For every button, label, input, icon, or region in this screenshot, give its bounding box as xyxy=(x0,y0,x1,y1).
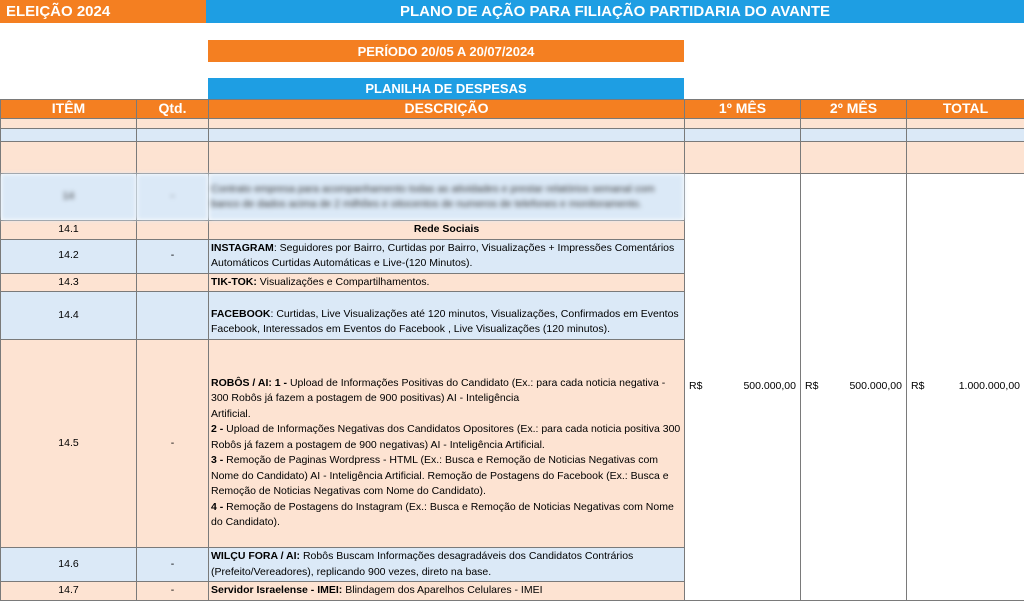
description-label: WILÇU FORA / AI: xyxy=(211,550,301,562)
blurred-cell xyxy=(1,119,137,129)
mes2-value: 500.000,00 xyxy=(849,380,902,392)
description-cell xyxy=(209,239,685,273)
qtd-cell: - xyxy=(137,548,209,582)
description-paragraph-1b: Artificial. xyxy=(211,407,251,420)
currency-symbol: R$ xyxy=(689,380,703,392)
qtd-cell: - xyxy=(137,340,209,548)
blurred-cell xyxy=(137,129,209,142)
description-paragraph-3 xyxy=(211,453,682,500)
description-label: TIK-TOK: xyxy=(211,275,257,288)
item-cell: 14.2 xyxy=(1,239,137,273)
expenses-table xyxy=(0,99,1024,601)
mes1-value-cell xyxy=(685,174,801,601)
table-header-row xyxy=(1,100,1024,119)
item-cell: 14.6 xyxy=(1,548,137,582)
election-year-banner xyxy=(0,0,206,23)
description-text: Upload de Informações Positivas do Candidato (Ex.: para cada noticia negativa - 300 Robôs já fazem a postagem de 900 positivas) AI - Inteligência xyxy=(211,376,666,404)
description-paragraph-2 xyxy=(211,422,682,453)
plan-title-text: PLANO DE AÇÃO PARA FILIAÇÃO PARTIDARIA DO AVANTE xyxy=(400,3,830,20)
item-number: 4 - xyxy=(211,500,224,513)
item-cell: 14.1 xyxy=(1,221,137,240)
description-paragraph-1 xyxy=(211,376,682,407)
blurred-cell xyxy=(209,119,685,129)
blurred-cell xyxy=(1,142,137,174)
description-text: : Seguidores por Bairro, Curtidas por Bairro, Visualizações + Impressões Comentários Automáticos Curtidas Automáticas e Live-(120 Minutos). xyxy=(211,241,675,269)
qtd-cell: - xyxy=(137,174,209,221)
description-cell xyxy=(209,292,685,340)
spreadsheet-title-banner xyxy=(208,78,684,99)
item-cell: 14 xyxy=(1,174,137,221)
blurred-row xyxy=(1,119,1024,129)
blurred-cell xyxy=(685,129,801,142)
currency-symbol: R$ xyxy=(911,380,925,392)
qtd-cell: - xyxy=(137,239,209,273)
description-text: Visualizações e Compartilhamentos. xyxy=(256,275,430,288)
description-text: Blindagem dos Aparelhos Celulares - IMEI xyxy=(342,584,543,596)
blurred-cell xyxy=(137,142,209,174)
description-cell xyxy=(209,340,685,548)
spreadsheet-title-text: PLANILHA DE DESPESAS xyxy=(365,81,527,96)
blurred-cell xyxy=(907,142,1024,174)
item-number: 3 - xyxy=(211,454,224,466)
blurred-cell xyxy=(907,129,1024,142)
section-title-cell: Rede Sociais xyxy=(209,221,685,240)
blurred-cell xyxy=(685,142,801,174)
period-text: PERÍODO 20/05 A 20/07/2024 xyxy=(357,43,535,59)
plan-title-banner xyxy=(206,0,1024,23)
col-header-total: TOTAL xyxy=(907,100,1024,119)
description-text: : Curtidas, Live Visualizações até 120 minutos, Visualizações, Confirmados em Eventos Facebook, Interessados em Eventos do Facebook , Live Visualizações (120 minutos). xyxy=(211,307,679,335)
description-paragraph-4 xyxy=(211,500,682,531)
item-cell: 14.5 xyxy=(1,340,137,548)
description-text: Upload de Informações Negativas dos Candidatos Opositores (Ex.: para cada noticia positiva 300 Robôs já fazem a postagem de 900 negativas) AI - Inteligência Artificial. xyxy=(211,423,681,451)
col-header-item: ITÊM xyxy=(1,100,137,119)
period-banner xyxy=(208,40,684,62)
col-header-mes1: 1º MÊS xyxy=(685,100,801,119)
description-cell xyxy=(209,548,685,582)
description-cell: Contrato empresa para acompanhamento todas as atividades e prestar relatórios semanal com banco de dados acima de 2 milhões e oitocentos de numeros de telefones e monitoramento. xyxy=(209,174,685,221)
blurred-row xyxy=(1,142,1024,174)
blurred-row xyxy=(1,129,1024,142)
description-cell xyxy=(209,273,685,292)
table-row-14 xyxy=(1,174,1024,221)
qtd-cell xyxy=(137,273,209,292)
qtd-cell xyxy=(137,292,209,340)
total-value-cell xyxy=(907,174,1024,601)
qtd-cell: - xyxy=(137,582,209,601)
blurred-cell xyxy=(209,129,685,142)
col-header-descricao: DESCRIÇÃO xyxy=(209,100,685,119)
blurred-cell xyxy=(907,119,1024,129)
description-text: Robôs Buscam Informações desagradáveis dos Candidatos Contrários (Prefeito/Vereadores), replicando 900 vezes, direto na base. xyxy=(211,550,634,578)
blurred-cell xyxy=(137,119,209,129)
item-cell: 14.7 xyxy=(1,582,137,601)
description-label: Servidor Israelense - IMEI: xyxy=(211,584,343,596)
blurred-cell xyxy=(801,129,907,142)
item-cell: 14.4 xyxy=(1,292,137,340)
currency-symbol: R$ xyxy=(805,380,819,392)
item-cell: 14.3 xyxy=(1,273,137,292)
description-text: Remoção de Paginas Wordpress - HTML (Ex.: Busca e Remoção de Noticias Negativas com Nome do Candidato) AI - Inteligência Artificial. Remoção de Postagens do Facebook (Ex.: Busca e Remoção de Noticias Negativas com Nome do Candidato). xyxy=(211,454,669,497)
blurred-cell xyxy=(685,119,801,129)
description-label: FACEBOOK xyxy=(211,307,271,320)
mes2-value-cell xyxy=(801,174,907,601)
blurred-cell xyxy=(801,119,907,129)
description-label: INSTAGRAM xyxy=(211,241,274,254)
col-header-mes2: 2º MÊS xyxy=(801,100,907,119)
col-header-qtd: Qtd. xyxy=(137,100,209,119)
description-text: Remoção de Postagens do Instagram (Ex.: Busca e Remoção de Noticias Negativas com Nome do Candidato). xyxy=(211,500,674,528)
blurred-cell xyxy=(1,129,137,142)
qtd-cell xyxy=(137,221,209,240)
blurred-cell xyxy=(801,142,907,174)
total-value: 1.000.000,00 xyxy=(958,380,1020,392)
blurred-cell xyxy=(209,142,685,174)
description-label: ROBÔS / AI: 1 - xyxy=(211,376,288,389)
mes1-value: 500.000,00 xyxy=(743,380,796,392)
election-year-text: ELEIÇÃO 2024 xyxy=(6,3,111,20)
description-cell xyxy=(209,582,685,601)
item-number: 2 - xyxy=(211,423,224,435)
